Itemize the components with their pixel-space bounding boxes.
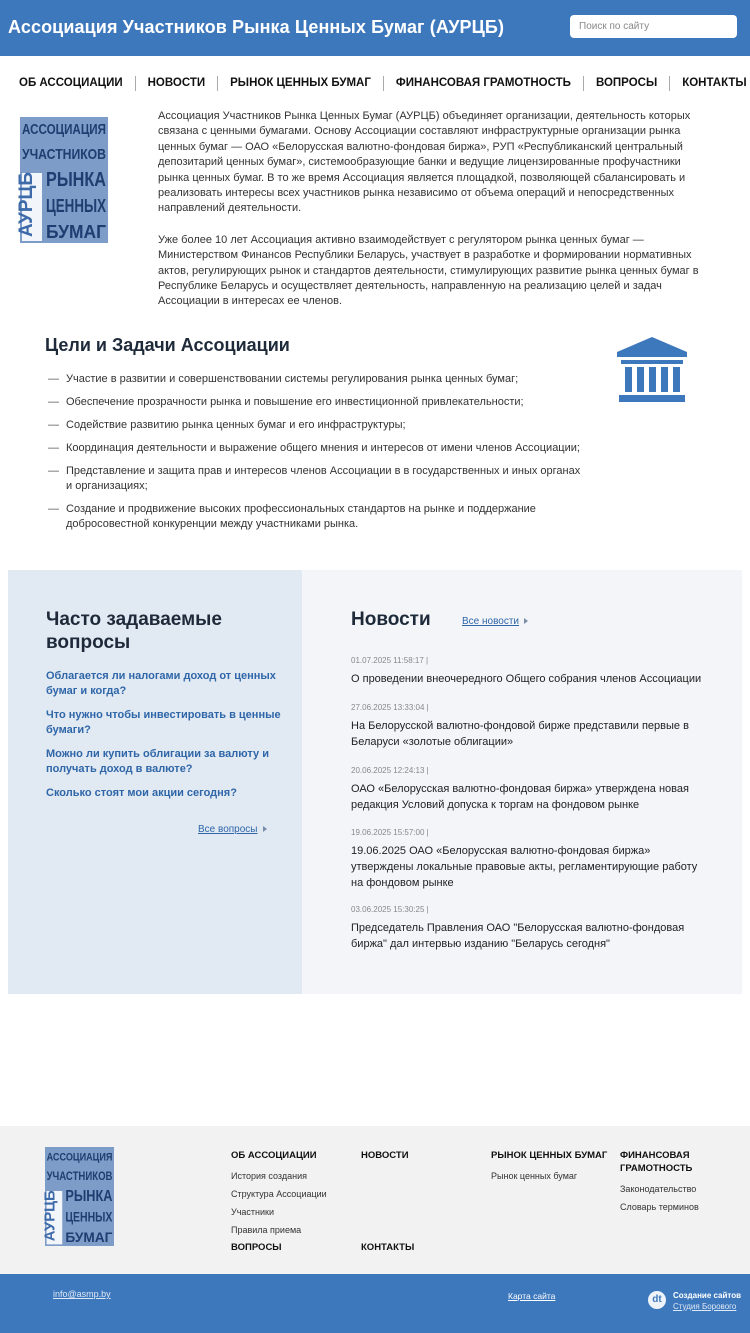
site-footer xyxy=(0,1126,750,1274)
site-header xyxy=(0,0,750,56)
news-headline-link[interactable]: О проведении внеочередного Общего собрания членов Ассоциации xyxy=(351,673,702,685)
footer-heading-news[interactable]: НОВОСТИ xyxy=(361,1150,409,1161)
dash-bullet: — xyxy=(48,465,59,477)
footer-link[interactable]: Словарь терминов xyxy=(620,1202,699,1212)
logo-line: АССОЦИАЦИЯ xyxy=(46,1151,113,1164)
footer-link[interactable]: Структура Ассоциации xyxy=(231,1189,327,1199)
goal-text: Обеспечение прозрачности рынка и повышение его инвестиционной привлекательности; xyxy=(66,396,524,408)
arrow-right-icon xyxy=(524,618,528,624)
email-link[interactable]: info@asmp.by xyxy=(53,1289,111,1299)
footer-heading-literacy[interactable]: ФИНАНСОВАЯ ГРАМОТНОСТЬ xyxy=(620,1150,693,1174)
logo-line: УЧАСТНИКОВ xyxy=(46,1170,113,1184)
studio-logo-icon[interactable]: dt xyxy=(648,1291,666,1309)
goal-item xyxy=(48,441,588,456)
news-date: 20.06.2025 12:24:13 | xyxy=(351,766,429,775)
news-item xyxy=(351,656,711,687)
logo-line: РЫНКА xyxy=(46,169,106,191)
goal-text: Участие в развитии и совершенствовании системы регулирования рынка ценных бумаг; xyxy=(66,373,519,385)
nav-item-about[interactable]: ОБ АССОЦИАЦИИ xyxy=(19,77,123,89)
nav-divider xyxy=(383,76,384,91)
logo-line: БУМАГ xyxy=(65,1228,113,1245)
footer-heading-about[interactable]: ОБ АССОЦИАЦИИ xyxy=(231,1150,317,1161)
footer-logo[interactable] xyxy=(42,1147,114,1246)
footer-link[interactable]: Рынок ценных бумаг xyxy=(491,1171,578,1181)
site-title[interactable]: Ассоциация Участников Рынка Ценных Бумаг (АУРЦБ) xyxy=(8,17,505,37)
logo-line: РЫНКА xyxy=(65,1188,113,1206)
nav-divider xyxy=(583,76,584,91)
arrow-right-icon xyxy=(263,826,267,832)
studio-credit-label: Создание сайтов xyxy=(673,1291,742,1300)
footer-link[interactable]: Законодательство xyxy=(620,1184,697,1194)
faq-question-link[interactable]: Что нужно чтобы инвестировать в ценные бумаги? xyxy=(46,709,281,736)
all-news-link[interactable] xyxy=(462,616,528,627)
goal-text: Представление и защита прав и интересов членов Ассоциации в в государственных и иных органах и организациях; xyxy=(66,465,581,492)
footer-heading-market[interactable]: РЫНОК ЦЕННЫХ БУМАГ xyxy=(491,1150,608,1161)
faq-question-link[interactable]: Можно ли купить облигации за валюту и получать доход в валюте? xyxy=(46,748,269,775)
news-title: Новости xyxy=(351,609,431,630)
footer-heading-questions[interactable]: ВОПРОСЫ xyxy=(231,1242,282,1253)
goals-title: Цели и Задачи Ассоциации xyxy=(45,335,290,355)
bottom-bar xyxy=(0,1274,750,1333)
faq-question-link[interactable]: Облагается ли налогами доход от ценных бумаг и когда? xyxy=(46,670,276,697)
goal-text: Создание и продвижение высоких профессиональных стандартов на рынке и поддержание добросовестной конкуренции между участниками рынка. xyxy=(66,503,536,530)
footer-col-contacts xyxy=(361,1241,414,1259)
news-headline-link[interactable]: На Белорусской валютно-фондовой бирже представили первые в Беларуси «золотые облигации» xyxy=(351,720,689,748)
all-questions-link[interactable] xyxy=(198,824,267,835)
sitemap-link[interactable]: Карта сайта xyxy=(508,1291,556,1301)
news-headline-link[interactable]: 19.06.2025 ОАО «Белорусская валютно-фондовая биржа» утверждены локальные правовые акты, регламентирующие работу на фондовом рынке xyxy=(351,845,698,889)
intro-text xyxy=(158,109,708,326)
goal-item xyxy=(48,418,588,433)
intro-paragraph: Ассоциация Участников Рынка Ценных Бумаг (АУРЦБ) объединяет организации, деятельность которых связана с ценными бумагами. Основу Ассоциации составляют инфраструктурные организации рынка ценных бумаг — ОАО «Белорусская валютно-фондовая биржа», РУП «Республиканский центральный депозитарий ценных бумаг», системообразующие банки и ведущие лицензированные профучастники рынка ценных бумаг. В то же время Ассоциация является площадкой, позволяющей сбалансировать и реализовать интересы всех участников рынка независимо от объема операций и непосредственных направлений деятельности. xyxy=(158,110,691,215)
goal-item xyxy=(48,395,588,410)
nav-divider xyxy=(135,76,136,91)
news-date: 03.06.2025 15:30:25 | xyxy=(351,905,429,914)
studio-credit xyxy=(673,1290,741,1312)
logo-line: БУМАГ xyxy=(46,222,106,242)
news-headline-link[interactable]: Председатель Правления ОАО "Белорусская валютно-фондовая биржа" дал интервью изданию "Беларусь сегодня" xyxy=(351,922,685,950)
nav-item-questions[interactable]: ВОПРОСЫ xyxy=(595,77,658,89)
logo-vertical-text: АУРЦБ xyxy=(16,171,37,237)
goals-list xyxy=(48,372,588,540)
dash-bullet: — xyxy=(48,442,59,454)
footer-col-news xyxy=(361,1149,409,1167)
nav-divider xyxy=(669,76,670,91)
footer-col-literacy xyxy=(620,1149,720,1216)
dash-bullet: — xyxy=(48,373,59,385)
logo-line: ЦЕННЫХ xyxy=(46,196,106,216)
nav-item-news[interactable]: НОВОСТИ xyxy=(147,77,206,89)
footer-col-market xyxy=(491,1149,616,1185)
association-logo[interactable] xyxy=(16,117,108,243)
goal-item xyxy=(48,464,588,494)
goal-item xyxy=(48,372,588,387)
footer-link[interactable]: Участники xyxy=(231,1207,274,1217)
footer-link[interactable]: Правила приема xyxy=(231,1225,302,1235)
news-date: 27.06.2025 13:33:04 | xyxy=(351,703,429,712)
news-item xyxy=(351,766,711,813)
news-date: 01.07.2025 11:58:17 | xyxy=(351,656,429,665)
faq-panel xyxy=(8,570,302,994)
logo-line: АССОЦИАЦИЯ xyxy=(22,122,106,138)
bank-icon xyxy=(617,337,687,403)
studio-credit-link[interactable]: Студия Борового xyxy=(673,1302,737,1311)
goal-text: Координация деятельности и выражение общего мнения и интересов от имени членов Ассоциации; xyxy=(66,442,580,454)
all-questions-label: Все вопросы xyxy=(198,824,258,835)
dash-bullet: — xyxy=(48,419,59,431)
nav-item-market[interactable]: РЫНОК ЦЕННЫХ БУМАГ xyxy=(230,77,371,89)
faq-title: Часто задаваемые вопросы xyxy=(46,609,222,653)
news-headline-link[interactable]: ОАО «Белорусская валютно-фондовая биржа» утверждена новая редакция Условий допуска к торгам на фондовом рынке xyxy=(351,783,689,811)
nav-item-contacts[interactable]: КОНТАКТЫ xyxy=(682,77,747,89)
main-nav xyxy=(0,73,750,93)
footer-col-about xyxy=(231,1149,351,1239)
footer-heading-contacts[interactable]: КОНТАКТЫ xyxy=(361,1242,415,1253)
goal-text: Содействие развитию рынка ценных бумаг и его инфраструктуры; xyxy=(66,419,406,431)
logo-vertical-text: АУРЦБ xyxy=(42,1190,59,1242)
logo-line: ЦЕННЫХ xyxy=(65,1208,113,1225)
faq-question-link[interactable]: Сколько стоят мои акции сегодня? xyxy=(46,787,237,799)
intro-paragraph: Уже более 10 лет Ассоциация активно взаимодействует с регулятором рынка ценных бумаг — Министерством Финансов Республики Беларусь, участвует в разработке и формировании нормативных актов, регулирующих рынок и стандартов деятельности, стимулирующих развитие рынка ценных бумаг в Республике Беларусь и осуществляет деятельность, направленную на реализацию целей и задач Ассоциации в интересах ее членов. xyxy=(158,233,699,308)
dash-bullet: — xyxy=(48,396,59,408)
nav-item-literacy[interactable]: ФИНАНСОВАЯ ГРАМОТНОСТЬ xyxy=(395,77,571,89)
footer-col-questions xyxy=(231,1241,282,1259)
news-item xyxy=(351,828,711,891)
dash-bullet: — xyxy=(48,503,59,515)
nav-divider xyxy=(217,76,218,91)
faq-list xyxy=(46,669,291,811)
all-news-label: Все новости xyxy=(462,616,520,627)
footer-link[interactable]: История создания xyxy=(231,1171,307,1181)
news-date: 19.06.2025 15:57:00 | xyxy=(351,828,429,837)
news-item xyxy=(351,703,711,750)
search-input[interactable] xyxy=(570,15,737,38)
goal-item xyxy=(48,502,588,532)
news-item xyxy=(351,905,711,952)
news-panel xyxy=(302,570,742,994)
logo-line: УЧАСТНИКОВ xyxy=(22,146,107,163)
